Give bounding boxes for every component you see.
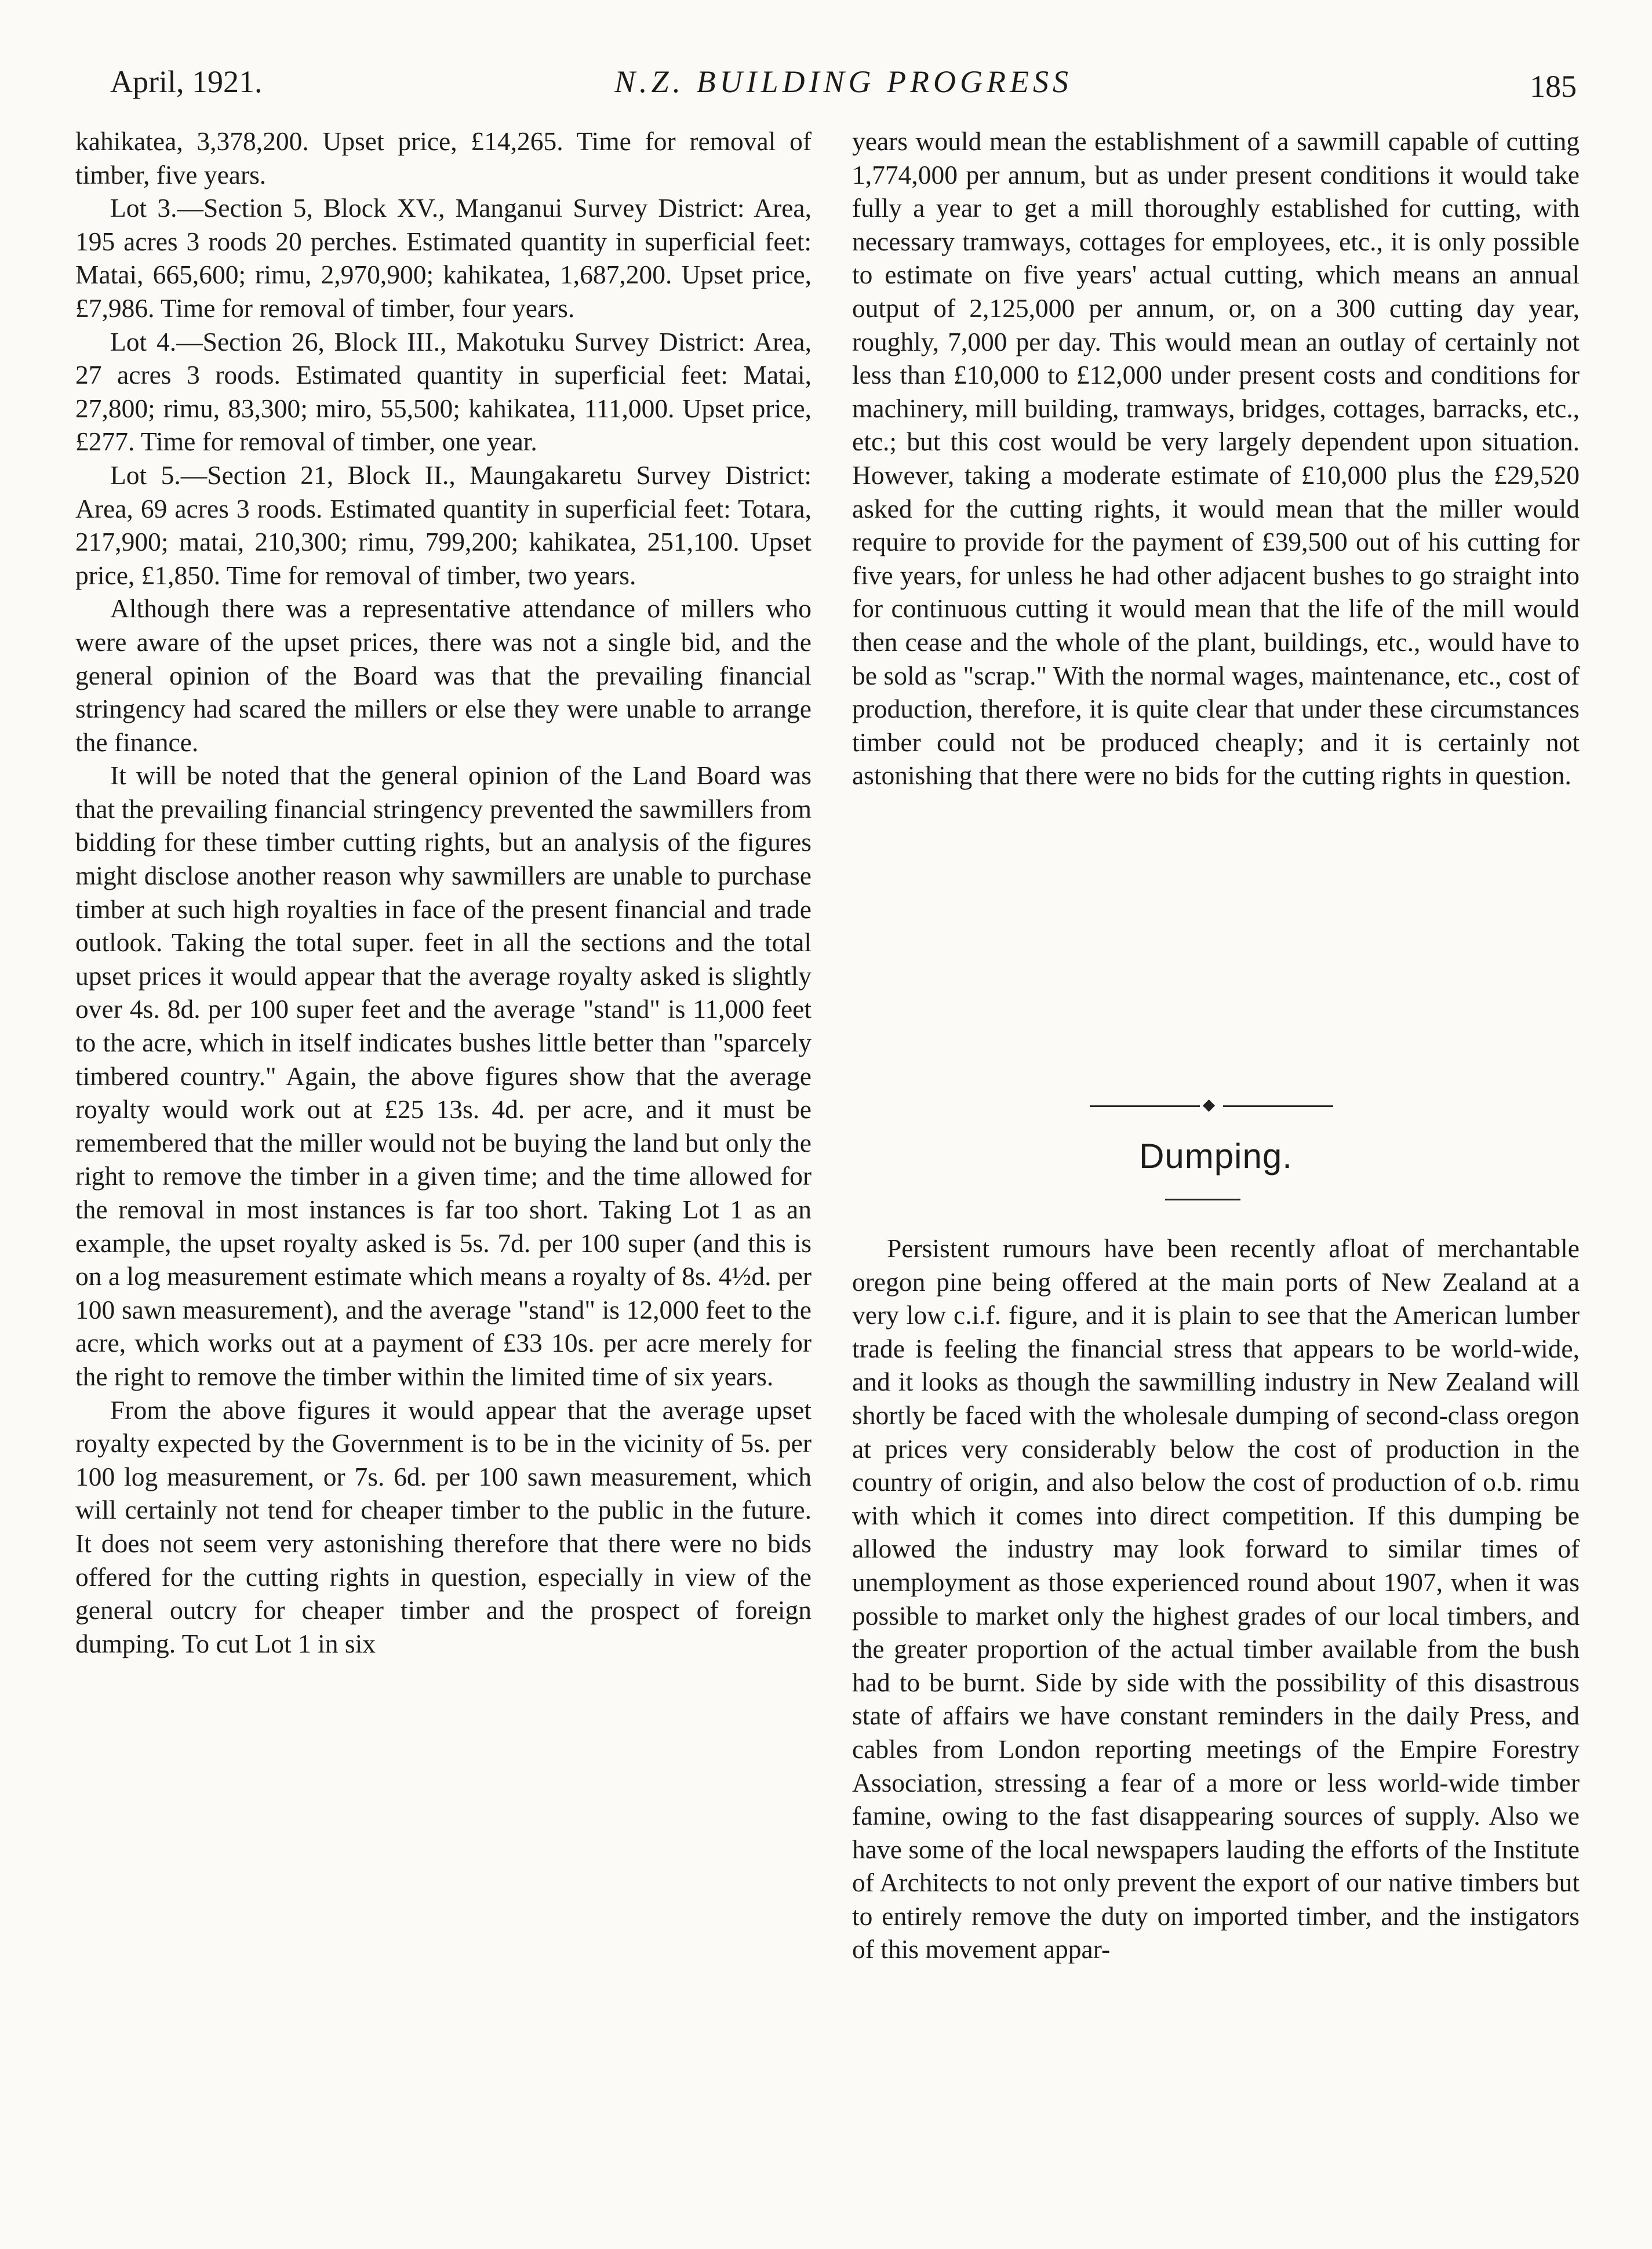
heading-underline	[1165, 1199, 1240, 1200]
section-divider-ornament	[1090, 1100, 1333, 1112]
right-column-upper	[852, 125, 1580, 792]
right-column-lower	[852, 1232, 1580, 1966]
journal-title: N.Z. BUILDING PROGRESS	[614, 64, 1072, 99]
paragraph: kahikatea, 3,378,200. Upset price, £14,265. Time for removal of timber, five years.	[75, 126, 812, 190]
paragraph: Although there was a representative attendance of millers who were aware of the upset prices, there was not a single bid, and the general opinion of the Board was that the prevailing financial stringency had scared the millers or else they were unable to arrange the finance.	[75, 594, 812, 757]
section-heading: Dumping.	[1139, 1137, 1293, 1176]
paragraph: From the above figures it would appear that the average upset royalty expected by the Government is to be in the vicinity of 5s. per 100 log measurement, or 7s. 6d. per 100 sawn measurement, which will certainly not tend for cheaper timber to the public in the future. It does not seem very astonishing therefore that there were no bids offered for the cutting rights in question, especially in view of the general outcry for cheaper timber and the prospect of foreign dumping. To cut Lot 1 in six	[75, 1395, 812, 1658]
left-column	[75, 125, 812, 1660]
paragraph: It will be noted that the general opinion of the Land Board was that the prevailing financial stringency prevented the sawmillers from bidding for these timber cutting rights, but an analysis of the figures might disclose another reason why sawmillers are unable to purchase timber at such high royalties in face of the present financial and trade outlook. Taking the total super. feet in all the sections and the total upset prices it would appear that the average royalty asked is slightly over 4s. 8d. per 100 super feet and the average "stand" is 11,000 feet to the acre, which in itself indicates bushes little better than "sparcely timbered country." Again, the above figures show that the average royalty would work out at £25 13s. 4d. per acre, and it must be remembered that the miller would not be buying the land but only the right to remove the timber in a given time; and the time allowed for the removal in most instances is far too short. Taking Lot 1 as an example, the upset royalty asked is 5s. 7d. per 100 super (and this is on a log measurement estimate which means a royalty of 8s. 4½d. per 100 sawn measurement), and the average "stand" is 12,000 feet to the acre, which works out at a payment of £33 10s. per acre merely for the right to remove the timber within the limited time of six years.	[75, 760, 812, 1391]
paragraph: Persistent rumours have been recently afloat of merchantable oregon pine being offered at the main ports of New Zealand at a very low c.i.f. figure, and it is plain to see that the American lumber trade is feeling the financial stress that appears to be world-wide, and it looks as though the sawmilling industry in New Zealand will shortly be faced with the wholesale dumping of second-class oregon at prices very considerably below the cost of production in the country of origin, and also below the cost of production of o.b. rimu with which it comes into direct competition. If this dumping be allowed the industry may look forward to similar times of unemployment as those experienced round about 1907, when it was possible to market only the highest grades of our local timbers, and the greater proportion of the actual timber available from the bush had to be burnt. Side by side with the possibility of this disastrous state of affairs we have constant reminders in the daily Press, and cables from London reporting meetings of the Empire Forestry Association, stressing a fear of a more or less world-wide timber famine, owing to the fast disappearing sources of supply. Also we have some of the local newspapers lauding the efforts of the Institute of Architects to not only prevent the export of our native timbers but to entirely remove the duty on imported timber, and the instigators of this movement appar-	[852, 1233, 1580, 1964]
paragraph: Lot 4.—Section 26, Block III., Makotuku Survey District: Area, 27 acres 3 roods. Estimated quantity in superficial feet: Matai, 27,800; rimu, 83,300; miro, 55,500; kahikatea, 111,000. Upset price, £277. Time for removal of timber, one year.	[75, 326, 812, 457]
page-number: 185	[1530, 69, 1577, 104]
issue-date: April, 1921.	[110, 64, 263, 99]
paragraph: Lot 3.—Section 5, Block XV., Manganui Survey District: Area, 195 acres 3 roods 20 perches. Estimated quantity in superficial feet: Matai, 665,600; rimu, 2,970,900; kahikatea, 1,687,200. Upset price, £7,986. Time for removal of timber, four years.	[75, 193, 812, 323]
paragraph: Lot 5.—Section 21, Block II., Maungakaretu Survey District: Area, 69 acres 3 roods. Estimated quantity in superficial feet: Totara, 217,900; matai, 210,300; rimu, 799,200; kahikatea, 251,100. Upset price, £1,850. Time for removal of timber, two years.	[75, 460, 812, 590]
running-header	[110, 64, 1577, 116]
paragraph: years would mean the establishment of a sawmill capable of cutting 1,774,000 per annum, but as under present conditions it would take fully a year to get a mill thoroughly established for cutting, with necessary tramways, cottages for employees, etc., it is only possible to estimate on five years' actual cutting, which means an annual output of 2,125,000 per annum, or, on a 300 cutting day year, roughly, 7,000 per day. This would mean an outlay of certainly not less than £10,000 to £12,000 under present costs and conditions for machinery, mill building, tramways, bridges, cottages, barracks, etc., etc.; but this cost would be very largely dependent upon situation. However, taking a moderate estimate of £10,000 plus the £29,520 asked for the cutting rights, it would mean that the miller would require to provide for the payment of £39,500 out of his cutting for five years, for unless he had other adjacent bushes to go straight into for continuous cutting it would mean that the life of the mill would then cease and the whole of the plant, buildings, etc., would have to be sold as "scrap." With the normal wages, maintenance, etc., cost of production, therefore, it is quite clear that under these circumstances timber could not be produced cheaply; and it is certainly not astonishing that there were no bids for the cutting rights in question.	[852, 126, 1580, 791]
